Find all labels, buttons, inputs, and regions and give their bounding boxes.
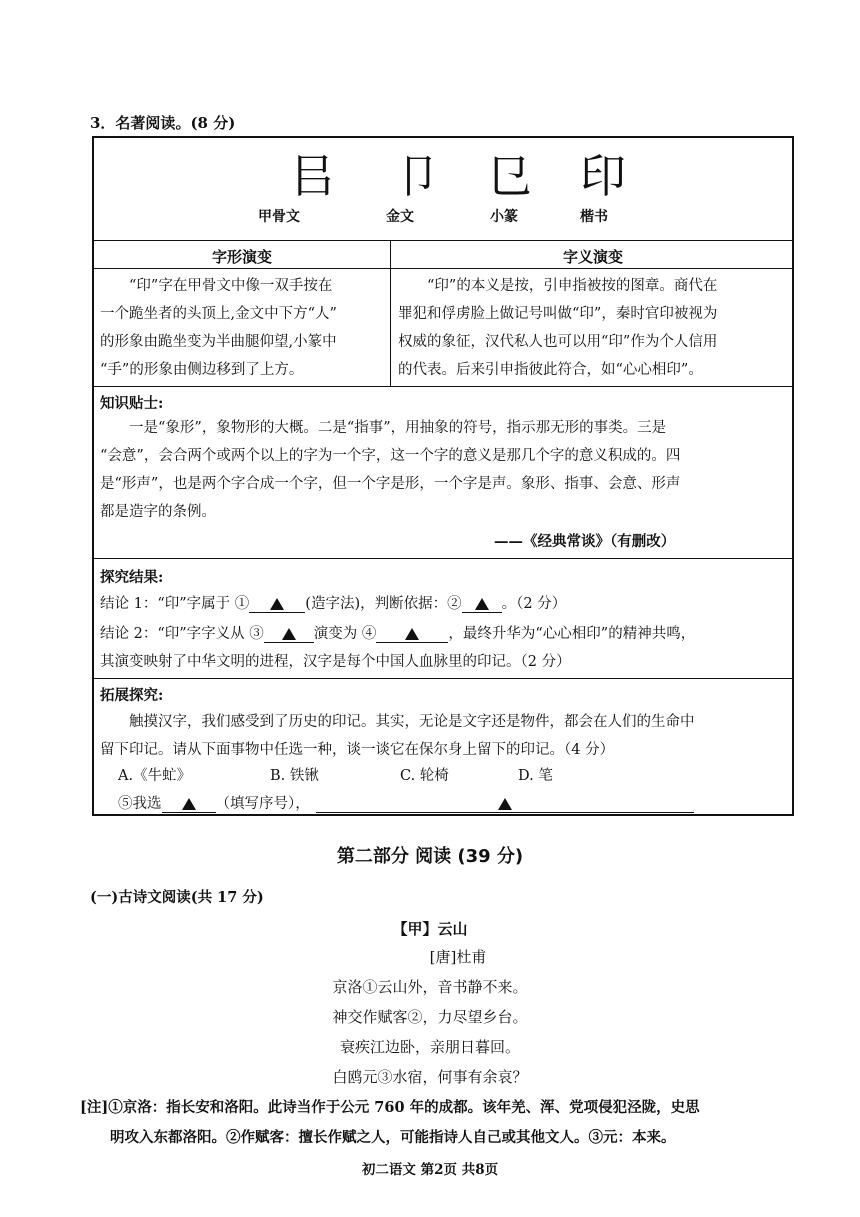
oracle-bone-glyph: 㠯: [290, 149, 336, 203]
divider: [94, 678, 792, 679]
option-b: B. 铁锹: [270, 768, 319, 784]
knowledge-source: ——《经典常谈》（有删改）: [494, 533, 676, 550]
shape-evolution-head: 字形演变: [211, 248, 272, 266]
extension-line-1: 触摸汉字，我们感受到了历史的印记。其实，无论是文字还是物件，都会在人们的生命中: [100, 714, 695, 730]
part-two-title: 第二部分 阅读 (39 分): [336, 846, 524, 867]
seal-glyph: 㔾: [486, 149, 532, 203]
note-line-2: 明攻入东都洛阳。②作赋客：擅长作赋之人，可能指诗人自己或其他文人。③元：本来。: [110, 1129, 676, 1146]
triangle-icon: [270, 598, 284, 610]
triangle-icon: [282, 628, 296, 640]
answer-blank-4[interactable]: [376, 626, 448, 643]
results-title: 探究结果:: [100, 569, 164, 586]
extension-line-2: 留下印记。请从下面事物中任选一种，谈一谈它在保尔身上留下的印记。（4 分）: [100, 742, 615, 758]
bronze-glyph: 卩: [394, 149, 440, 203]
answer-blank-2[interactable]: [462, 596, 502, 613]
reading-table: [92, 136, 794, 816]
glyph-label: 小篆: [490, 209, 518, 225]
conclusion-2-cont: 其演变映射了中华文明的进程，汉字是每个中国人血脉里的印记。（2 分）: [100, 654, 571, 670]
knowledge-title: 知识贴士:: [100, 395, 164, 412]
poem-line: 神交作赋客②，力尽望乡台。: [332, 1008, 528, 1026]
answer-blank-3[interactable]: [264, 626, 314, 643]
triangle-icon: [498, 798, 512, 810]
divider: [94, 268, 792, 269]
option-a: A.《牛虻》: [118, 768, 192, 784]
triangle-icon: [182, 798, 196, 810]
conclusion-2: 结论 2：“印”字字义从 ③ 演变为 ④ ，最终升华为“心心相印”的精神共鸣，: [100, 626, 696, 642]
question-title: 3．名著阅读。(8 分): [90, 114, 236, 132]
glyph-label: 楷书: [580, 209, 608, 225]
page-footer: 初二语文 第2页 共8页: [361, 1162, 499, 1178]
poem-title: 【甲】云山: [392, 920, 468, 938]
choice-blank[interactable]: [162, 796, 216, 813]
section-title: (一)古诗文阅读(共 17 分): [90, 889, 264, 906]
shape-evolution-text: “印”字在甲骨文中像一双手按在 一个跪坐者的头顶上,金文中下方“人” 的形象由跪坐变为半曲腿仰望,小篆中 “手”的形象由侧边移到了上方。: [100, 278, 337, 378]
divider: [94, 558, 792, 559]
poem-line: 衰疾江边卧，亲朋日暮回。: [339, 1038, 520, 1056]
column-divider: [390, 240, 391, 386]
meaning-evolution-head: 字义演变: [562, 248, 623, 266]
meaning-evolution-text: “印”的本义是按，引申指被按的图章。商代在 罪犯和俘虏脸上做记号叫做“印”，秦时官印被视为 权威的象征，汉代私人也可以用“印”作为个人信用 的代表。后来引申指彼此符合，如“心心相印”。: [398, 278, 718, 378]
divider: [94, 386, 792, 387]
option-c: C. 轮椅: [400, 768, 449, 784]
option-d: D. 笔: [518, 768, 553, 784]
poem-line: 京洛①云山外，音书静不来。: [332, 978, 528, 996]
conclusion-1: 结论 1：“印”字属于 ① (造字法)，判断依据：② 。（2 分）: [100, 596, 567, 612]
glyph-label: 甲骨文: [258, 209, 300, 225]
answer-long-blank[interactable]: [316, 796, 694, 813]
poem-author: [唐]杜甫: [429, 948, 487, 966]
triangle-icon: [405, 628, 419, 640]
extension-title: 拓展探究:: [100, 687, 164, 704]
poem-line: 白鸥元③水宿，何事有余哀？: [332, 1068, 528, 1086]
choice-line: ⑤我选 （填写序号），: [118, 792, 694, 813]
answer-blank-1[interactable]: [249, 596, 305, 613]
knowledge-text: 一是“象形”，象物形的大概。二是“指事”，用抽象的符号，指示那无形的事类。三是 “会意”，会合两个或两个以上的字为一个字，这一个字的意义是那几个字的意义积成的。四 是“形声”，也是两个字合成一个字，但一个字是形，一个字是声。象形、指事、会意、形声 都是造字的条例。: [100, 420, 681, 520]
triangle-icon: [475, 598, 489, 610]
glyph-label: 金文: [386, 209, 414, 225]
note-line-1: [注]①京洛：指长安和洛阳。此诗当作于公元 760 年的成都。该年羌、浑、党项侵犯泾陇，史思: [80, 1099, 700, 1116]
divider: [94, 240, 792, 241]
regular-glyph: 印: [580, 149, 626, 203]
